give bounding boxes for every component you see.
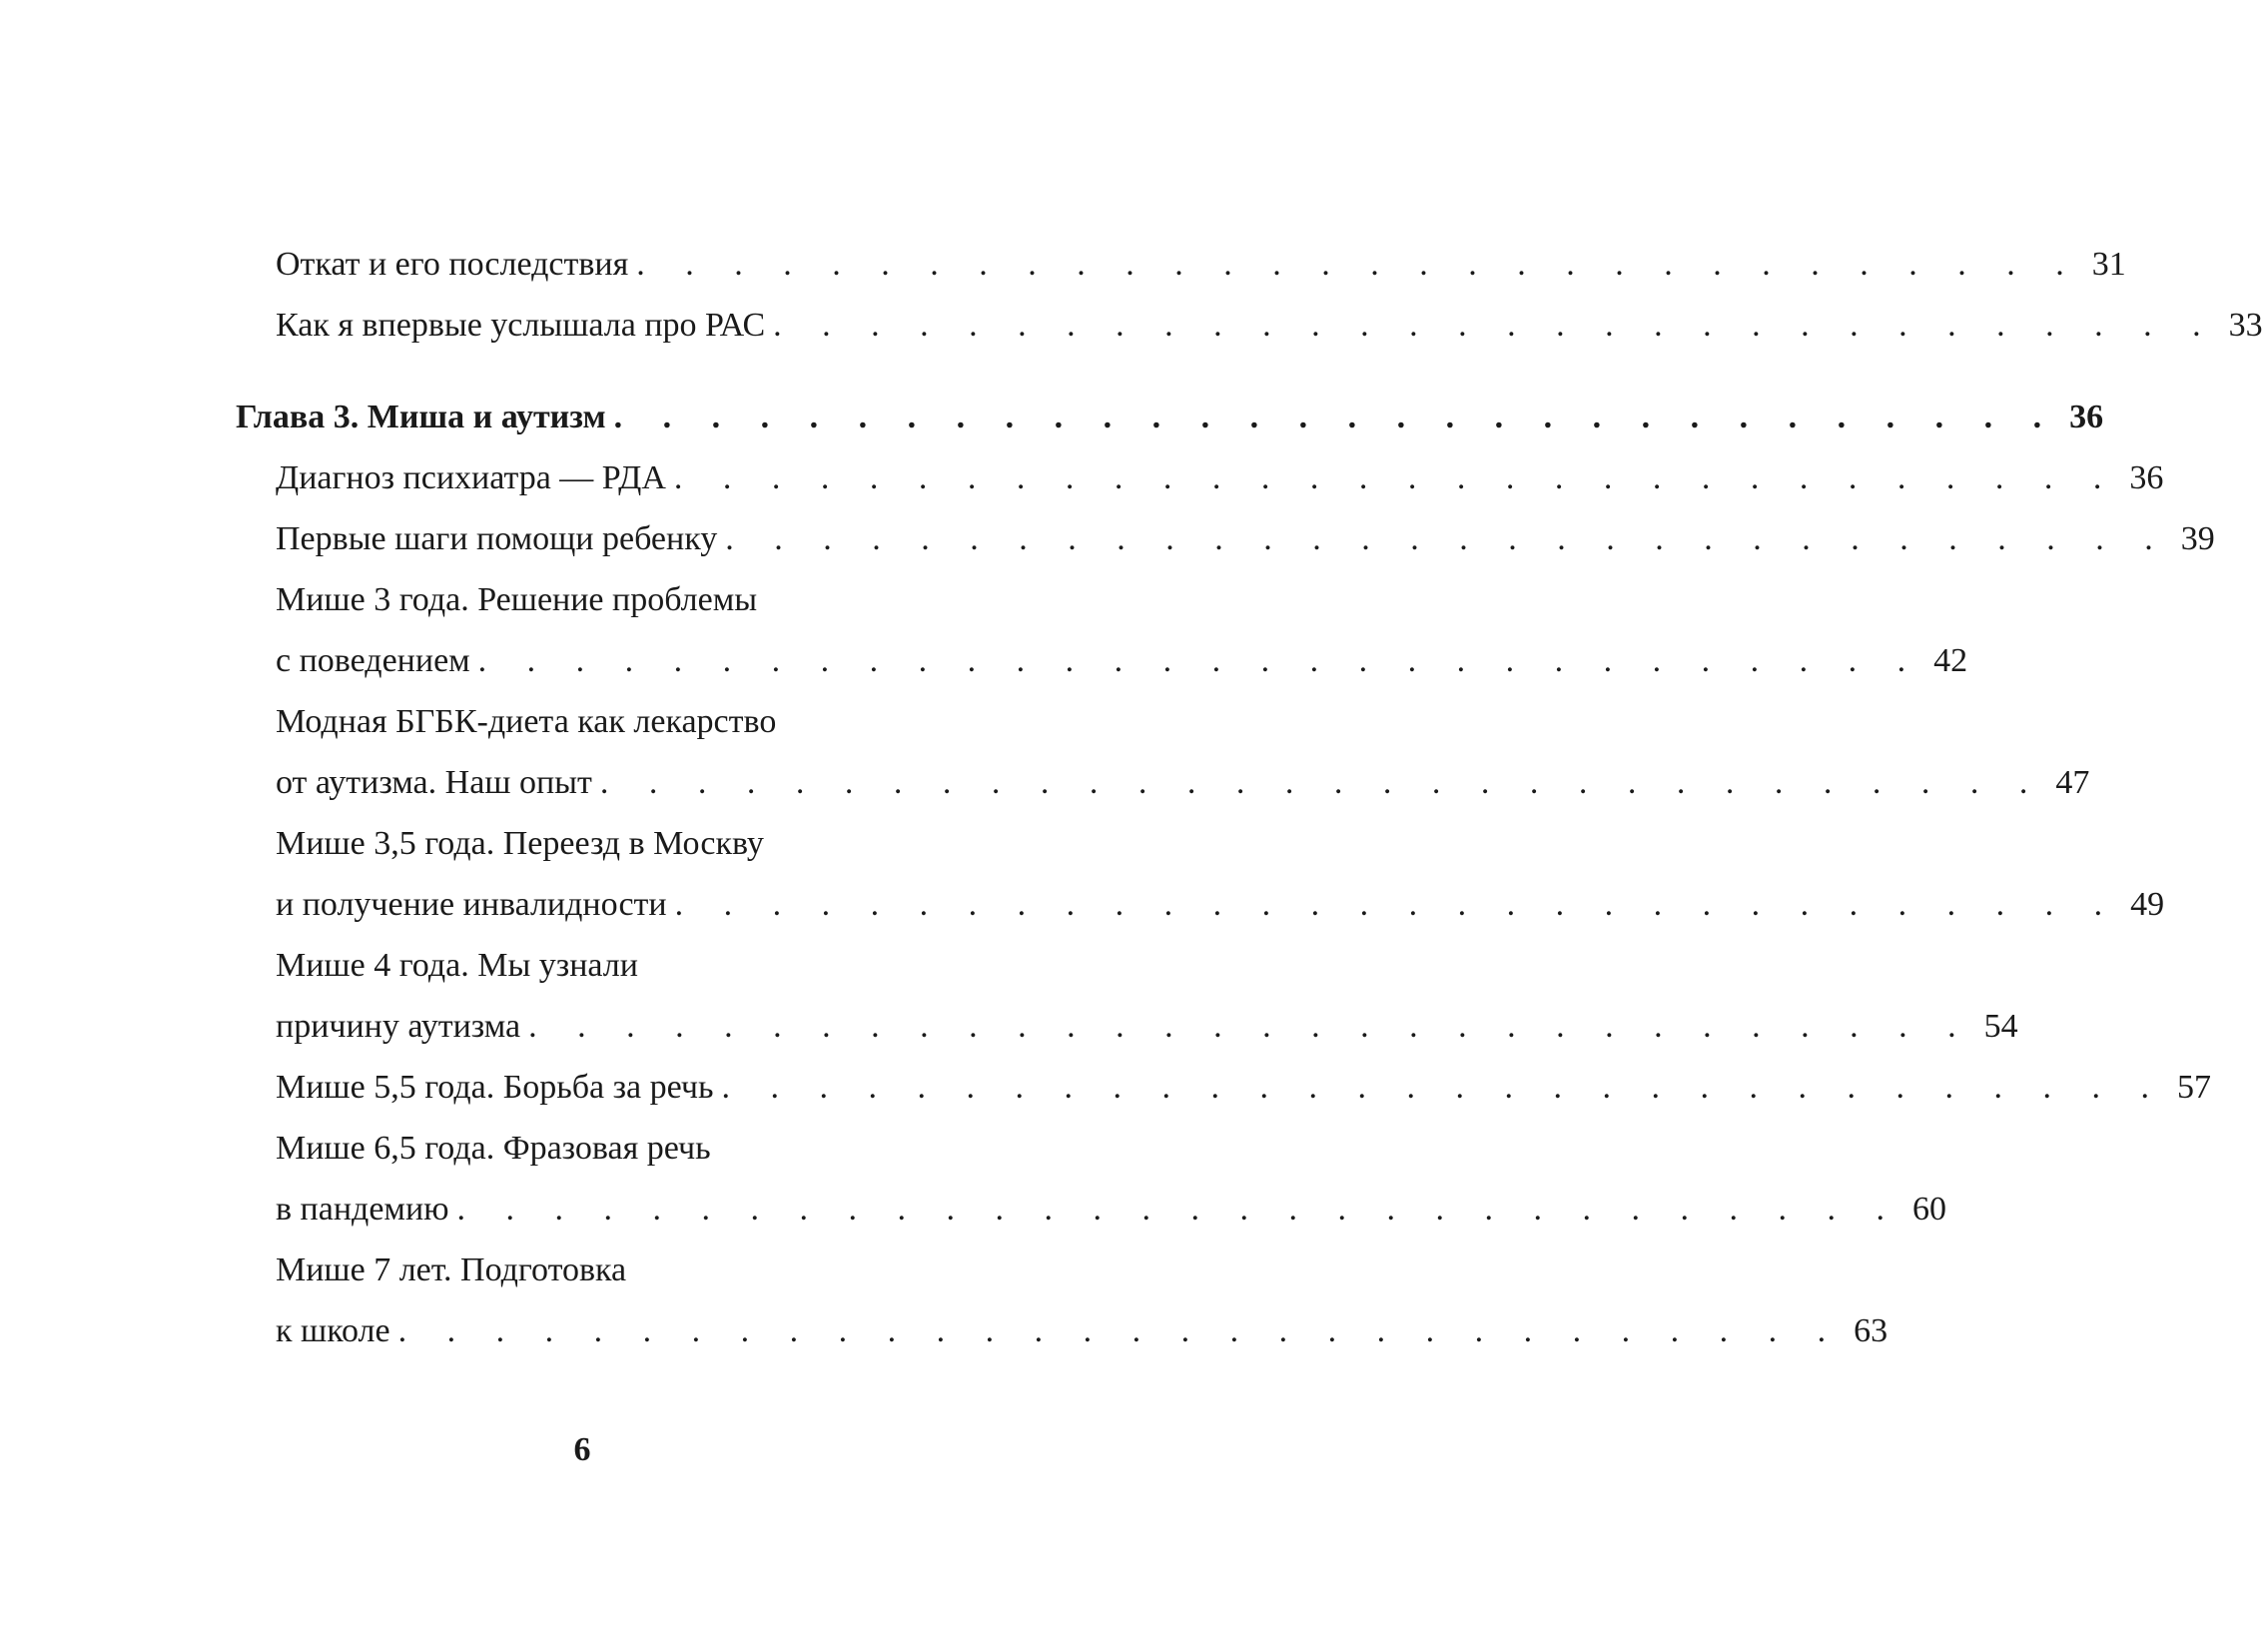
leader-dots: . . . . . . . . . . . . . . . . . . . . . . . . . . . . . . xyxy=(725,520,2169,557)
toc-chapter-heading xyxy=(236,388,2104,447)
toc-entry xyxy=(276,1058,2211,1118)
toc-entry-first-line xyxy=(276,570,929,630)
toc-entry-title: и получение инвалидности xyxy=(276,886,667,923)
toc-entry xyxy=(276,1301,1888,1361)
leader-dots: . . . . . . . . . . . . . . . . . . . . . . . . . . . . . . xyxy=(397,1312,1843,1349)
toc-entry xyxy=(276,448,2164,508)
toc-entry xyxy=(276,875,2165,935)
toc-entry-page: 33 xyxy=(2228,307,2263,344)
toc-entry xyxy=(276,753,2090,813)
toc-entry-first-line xyxy=(276,1240,929,1300)
toc-chapter-page: 36 xyxy=(2069,399,2104,435)
toc-entry-page: 63 xyxy=(1854,1312,1888,1349)
toc-entry-page: 49 xyxy=(2130,886,2165,923)
toc-entry-page: 31 xyxy=(2091,246,2126,283)
toc-entry-page: 39 xyxy=(2180,520,2215,557)
page-number: 6 xyxy=(573,1431,591,1468)
toc-entry-title: с поведением xyxy=(276,642,470,679)
leader-dots: . . . . . . . . . . . . . . . . . . . . . . . . . . . . . . xyxy=(456,1191,1901,1228)
toc-entry-title-line1: Мише 3,5 года. Переезд в Москву xyxy=(276,825,764,862)
toc-entry-title-line1: Мише 6,5 года. Фразовая речь xyxy=(276,1130,711,1167)
toc-entry-title: к школе xyxy=(276,1312,390,1349)
toc-entry-first-line xyxy=(276,692,929,752)
toc-entry-first-line xyxy=(276,1119,929,1179)
toc-entry-first-line xyxy=(276,936,929,996)
leader-dots: . . . . . . . . . . . . . . . . . . . . . . . . . . . . . . xyxy=(674,886,2119,923)
toc-entry-page: 60 xyxy=(1912,1191,1947,1228)
toc-entry xyxy=(276,631,1968,691)
toc-entry xyxy=(276,997,2018,1057)
toc-entry-page: 57 xyxy=(2177,1069,2211,1106)
toc-entry-page: 42 xyxy=(1933,642,1968,679)
toc-entry xyxy=(276,1180,1947,1239)
toc-entry-title: Как я впервые услышала про РАС xyxy=(276,307,766,344)
leader-dots: . . . . . . . . . . . . . . . . . . . . . . . . . . . . . . xyxy=(477,642,1922,679)
toc-entry-page: 47 xyxy=(2055,764,2090,801)
leader-dots: . . . . . . . . . . . . . . . . . . . . . . . . . . . . . . xyxy=(613,399,2058,435)
toc-entry xyxy=(276,509,2215,569)
toc-entry xyxy=(276,296,2263,356)
toc-entry-title: от аутизма. Наш опыт xyxy=(276,764,592,801)
toc-entry-title-line1: Модная БГБК-диета как лекарство xyxy=(276,703,777,740)
leader-dots: . . . . . . . . . . . . . . . . . . . . . . . . . . . . . . xyxy=(599,764,2044,801)
toc-entry-title-line1: Мише 7 лет. Подготовка xyxy=(276,1251,627,1288)
toc-entry-title: причину аутизма xyxy=(276,1008,521,1045)
toc-chapter-title: Глава 3. Миша и аутизм xyxy=(236,399,606,435)
leader-dots: . . . . . . . . . . . . . . . . . . . . . . . . . . . . . . xyxy=(721,1069,2165,1106)
toc-entry-page: 36 xyxy=(2129,459,2164,496)
toc-entry-title-line1: Мише 3 года. Решение проблемы xyxy=(276,581,758,618)
toc-entry-title-line1: Мише 4 года. Мы узнали xyxy=(276,947,638,984)
leader-dots: . . . . . . . . . . . . . . . . . . . . . . . . . . . . . . xyxy=(773,307,2217,344)
toc-entry-title: в пандемию xyxy=(276,1191,449,1228)
toc-entry-title: Диагноз психиатра — РДА xyxy=(276,459,666,496)
leader-dots: . . . . . . . . . . . . . . . . . . . . . . . . . . . . . . xyxy=(636,246,2080,283)
toc-entry xyxy=(276,235,2126,295)
leader-dots: . . . . . . . . . . . . . . . . . . . . . . . . . . . . . . xyxy=(528,1008,1972,1045)
toc-entry-title: Откат и его последствия xyxy=(276,246,629,283)
toc-entry-title: Мише 5,5 года. Борьба за речь xyxy=(276,1069,714,1106)
toc-entry-first-line xyxy=(276,814,929,874)
toc-entry-title: Первые шаги помощи ребенку xyxy=(276,520,718,557)
leader-dots: . . . . . . . . . . . . . . . . . . . . . . . . . . . . . . xyxy=(673,459,2118,496)
toc-entry-page: 54 xyxy=(1983,1008,2018,1045)
